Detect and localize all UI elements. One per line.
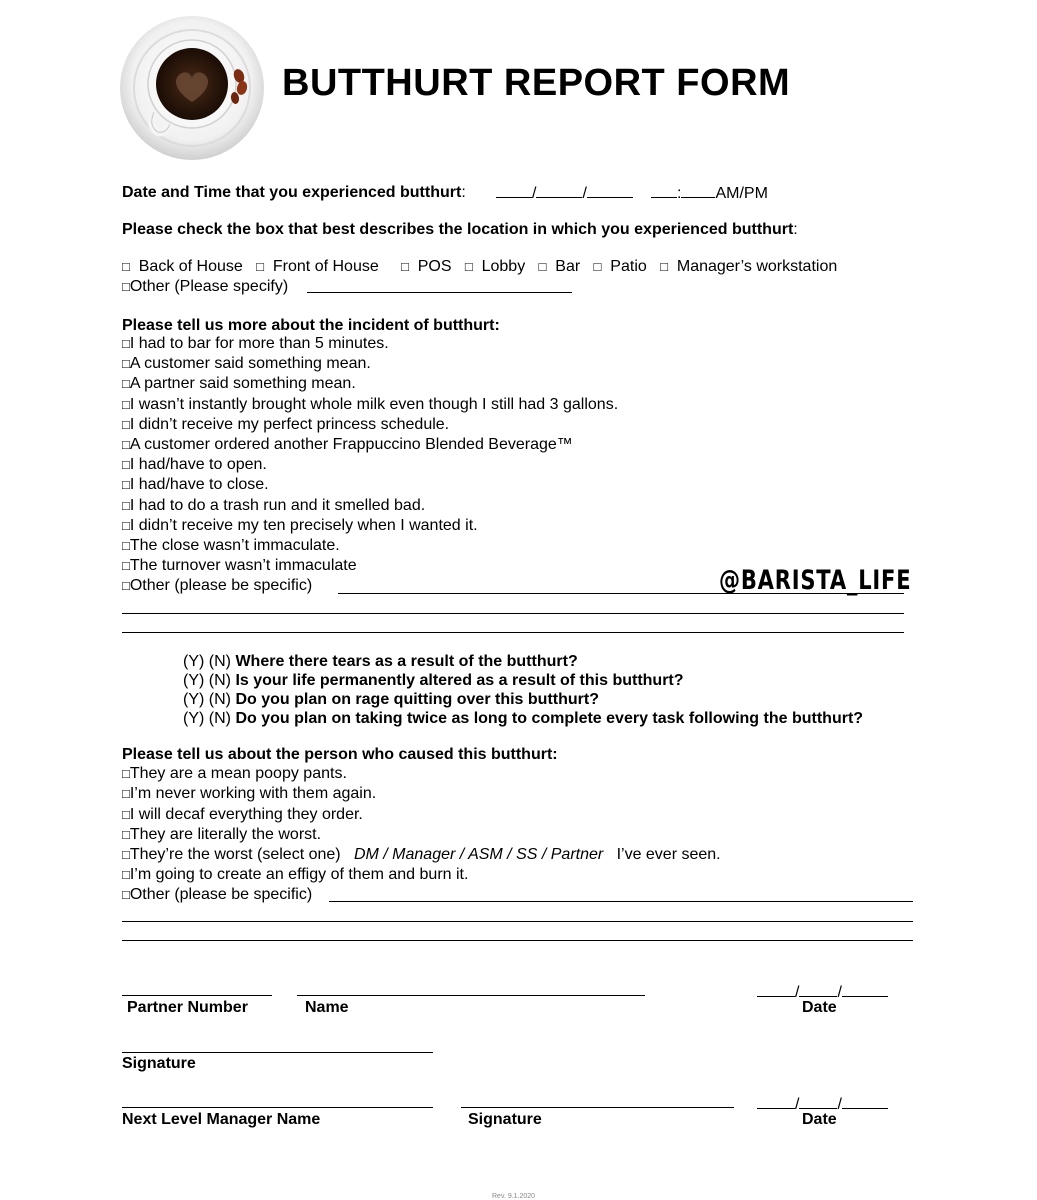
time-blanks (651, 183, 768, 204)
yes-no-question (183, 671, 684, 691)
barista-life-watermark: @BARISTA_LIFE (719, 565, 912, 596)
incident-item[interactable] (122, 435, 573, 455)
yes-no-question-text: Is your life permanently altered as a result of this butthurt? (235, 672, 684, 689)
yes-no-question (183, 709, 863, 729)
incident-item[interactable] (122, 455, 267, 475)
location-prompt (122, 220, 798, 240)
person-item-text: I’m never working with them again. (129, 785, 377, 803)
location-options-row (122, 257, 837, 277)
incident-item[interactable] (122, 516, 478, 536)
person-item-text: I will decaf everything they order. (129, 805, 363, 823)
incident-heading: Please tell us more about the incident of butthurt: (122, 317, 500, 334)
ampm-label: AM/PM (715, 185, 768, 202)
coffee-cup-logo (118, 14, 266, 162)
incident-item-text: The close wasn’t immaculate. (129, 537, 340, 554)
incident-item-text: The turnover wasn’t immaculate (129, 557, 357, 575)
incident-item[interactable] (122, 334, 389, 354)
incident-item[interactable] (122, 395, 618, 415)
person-item-text: They are a mean poopy pants. (129, 765, 347, 782)
person-heading: Please tell us about the person who caused this butthurt: (122, 746, 558, 763)
minute-blank[interactable] (681, 183, 715, 198)
person-item-effigy[interactable]: □I’m going to create an effigy of them and burn it. (122, 866, 469, 883)
sig-year-blank-1[interactable] (842, 982, 888, 997)
incident-item[interactable] (122, 576, 312, 596)
date-sep-2: / (582, 185, 587, 202)
sig-month-blank-1[interactable] (757, 982, 795, 997)
checkbox[interactable]: □ (122, 437, 130, 452)
person-item[interactable] (122, 805, 363, 825)
checkbox[interactable]: □ (464, 259, 473, 274)
incident-item[interactable] (122, 496, 425, 516)
incident-item-text: I didn’t receive my perfect princess schedule. (129, 415, 450, 433)
incident-item[interactable] (122, 374, 356, 394)
incident-item-text: A partner said something mean. (129, 375, 356, 393)
revision-note: Rev. 9.1.2020 (492, 1193, 536, 1200)
person-extra-line-2[interactable] (122, 940, 913, 941)
sig-day-blank-1[interactable] (799, 982, 837, 997)
checkbox[interactable]: □ (122, 336, 130, 351)
person-item[interactable] (122, 764, 347, 784)
incident-item[interactable] (122, 354, 371, 374)
checkbox[interactable]: □ (122, 497, 130, 513)
checkbox[interactable]: □ (660, 259, 668, 274)
date-time-label: Date and Time that you experienced butthurt (122, 184, 462, 201)
location-option-patio[interactable]: □ Patio (593, 258, 647, 275)
checkbox[interactable]: □ (122, 887, 130, 902)
date-time-blanks (496, 183, 633, 204)
checkbox[interactable]: □ (122, 356, 130, 372)
date-sep-1: / (532, 185, 537, 202)
checkbox[interactable]: □ (122, 786, 130, 802)
yes-no-question (183, 690, 599, 710)
sig-day-blank-2[interactable] (799, 1094, 837, 1109)
incident-item-text: I had to do a trash run and it smelled bad. (129, 496, 426, 514)
checkbox[interactable]: □ (122, 396, 130, 412)
worst-options: DM / Manager / ASM / SS / Partner (353, 846, 604, 863)
location-prompt-text: Please check the box that best describes the location in which you experienced butthurt (122, 221, 794, 238)
checkbox[interactable]: □ (122, 847, 130, 862)
sig-year-blank-2[interactable] (842, 1094, 888, 1109)
checkbox[interactable]: □ (400, 259, 409, 274)
incident-item[interactable] (122, 536, 340, 556)
checkbox[interactable]: □ (122, 416, 130, 432)
location-option-manager-workstation[interactable]: □ Manager’s workstation (660, 258, 838, 275)
checkbox[interactable]: □ (593, 259, 602, 274)
coffee-cup-icon (118, 14, 266, 162)
checkbox[interactable]: □ (122, 376, 130, 392)
incident-item[interactable] (122, 556, 357, 576)
person-item[interactable] (122, 784, 376, 804)
checkbox[interactable]: □ (122, 578, 130, 594)
person-item-text: They are literally the worst. (129, 825, 322, 843)
incident-item-text: A customer said something mean. (129, 355, 371, 373)
checkbox[interactable]: □ (122, 558, 130, 574)
yes-no-options[interactable]: (Y) (N) (183, 691, 231, 708)
signature-line[interactable] (122, 1052, 433, 1053)
location-other-line[interactable] (307, 292, 572, 293)
checkbox[interactable]: □ (122, 457, 130, 473)
location-option-back-of-house[interactable]: □ Back of House (122, 258, 243, 275)
incident-item[interactable] (122, 475, 269, 495)
partner-number-label: Partner Number (127, 999, 248, 1016)
day-blank[interactable] (536, 183, 582, 198)
time-sep: : (677, 185, 682, 202)
incident-item-text: I didn’t receive my ten precisely when I wanted it. (129, 516, 478, 534)
incident-item-text: I wasn’t instantly brought whole milk even though I still had 3 gallons. (129, 395, 619, 413)
sig-month-blank-2[interactable] (757, 1094, 795, 1109)
person-item-worst[interactable]: □They’re the worst (select one) DM / Manager / ASM / SS / Partner I’ve ever seen. (122, 846, 721, 863)
form-title: BUTTHURT REPORT FORM (282, 62, 791, 104)
person-extra-line-1[interactable] (122, 921, 913, 922)
date-time-label-row (122, 183, 466, 203)
date-label-1: Date (802, 999, 837, 1016)
date-time-colon: : (461, 184, 466, 201)
manager-name-label: Next Level Manager Name (122, 1111, 321, 1128)
checkbox[interactable]: □ (122, 517, 130, 533)
location-prompt-colon: : (793, 221, 798, 238)
location-other[interactable]: □Other (Please specify) (122, 278, 289, 295)
person-item-other[interactable]: □Other (please be specific) (122, 886, 313, 903)
incident-item-text: Other (please be specific) (129, 577, 313, 595)
month-blank[interactable] (496, 183, 532, 198)
yes-no-question (183, 652, 578, 672)
partner-number-line[interactable] (122, 995, 272, 996)
checkbox[interactable]: □ (122, 279, 130, 294)
yes-no-options[interactable]: (Y) (N) (183, 672, 231, 689)
location-option-pos[interactable]: □ POS (400, 258, 452, 275)
manager-signature-line[interactable] (461, 1107, 734, 1108)
checkbox[interactable]: □ (122, 826, 130, 842)
manager-signature-label: Signature (468, 1111, 542, 1128)
checkbox[interactable]: □ (122, 867, 130, 882)
checkbox[interactable]: □ (256, 259, 265, 274)
checkbox[interactable]: □ (122, 538, 130, 553)
checkbox[interactable]: □ (122, 477, 130, 493)
location-option-front-of-house[interactable]: □ Front of House (256, 258, 379, 275)
name-line[interactable] (297, 995, 645, 996)
name-label: Name (305, 999, 349, 1016)
location-option-bar[interactable]: □ Bar (538, 258, 581, 275)
date-label-2: Date (802, 1111, 837, 1128)
incident-extra-line-2[interactable] (122, 632, 904, 633)
checkbox[interactable]: □ (122, 806, 130, 822)
yes-no-question-text: Do you plan on taking twice as long to complete every task following the butthurt? (235, 710, 864, 727)
signature-label: Signature (122, 1055, 196, 1072)
manager-name-line[interactable] (122, 1107, 433, 1108)
yes-no-options[interactable]: (Y) (N) (183, 710, 231, 727)
date-blanks-1: / / (757, 982, 888, 1003)
hour-blank[interactable] (651, 183, 677, 198)
yes-no-question-text: Where there tears as a result of the butthurt? (235, 653, 578, 670)
checkbox[interactable]: □ (122, 259, 130, 274)
date-blanks-2: / / (757, 1094, 888, 1115)
person-item[interactable] (122, 825, 321, 845)
yes-no-options[interactable]: (Y) (N) (183, 653, 231, 670)
incident-extra-line-1[interactable] (122, 613, 904, 614)
incident-item-text: I had/have to open. (129, 456, 267, 474)
checkbox[interactable]: □ (538, 259, 547, 274)
yes-no-question-text: Do you plan on rage quitting over this butthurt? (235, 691, 599, 708)
year-blank[interactable] (587, 183, 633, 198)
incident-item[interactable] (122, 415, 449, 435)
checkbox[interactable]: □ (122, 766, 130, 781)
incident-item-text: I had to bar for more than 5 minutes. (129, 335, 389, 352)
location-option-lobby[interactable]: □ Lobby (464, 258, 526, 275)
incident-item-text: A customer ordered another Frappuccino Blended Beverage™ (129, 436, 573, 453)
incident-item-text: I had/have to close. (129, 476, 269, 494)
person-other-line[interactable] (329, 901, 913, 902)
